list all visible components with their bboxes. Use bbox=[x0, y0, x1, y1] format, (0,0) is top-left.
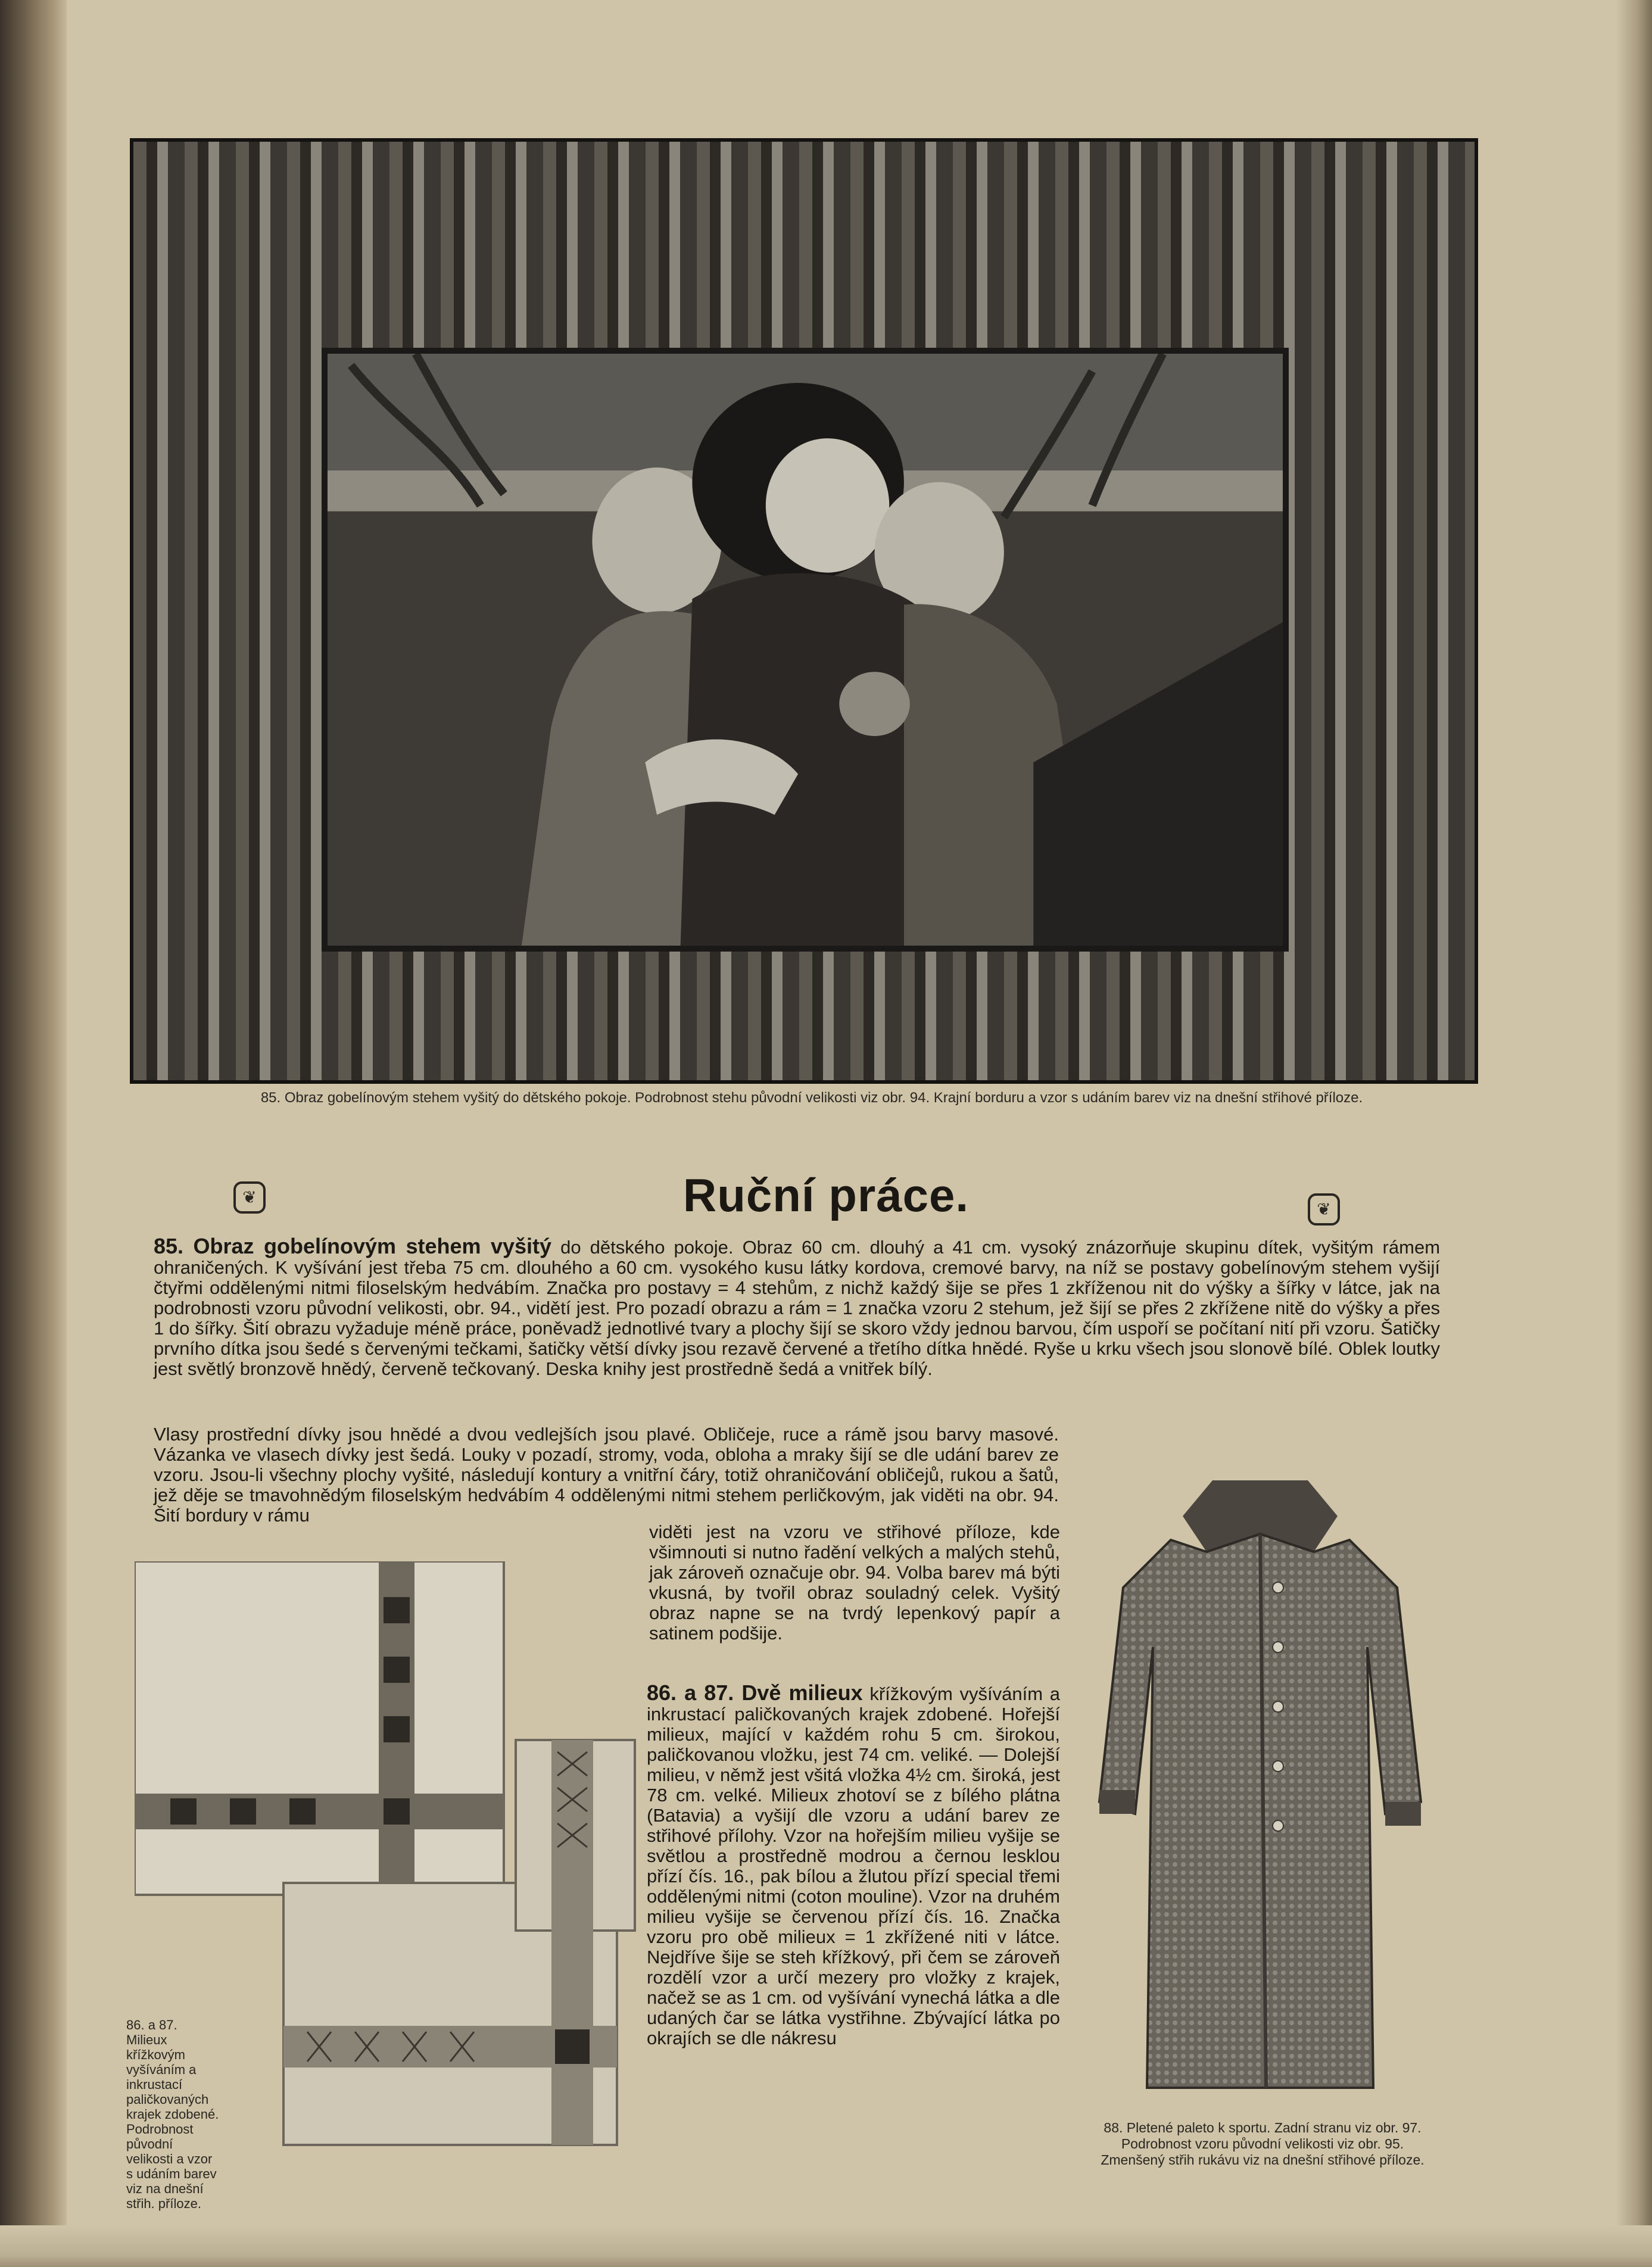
article-85-lead: 85. Obraz gobelínovým stehem vyšitý bbox=[154, 1234, 552, 1258]
article-86-lead: 86. a 87. Dvě milieux bbox=[647, 1680, 863, 1705]
ornament-icon: ❦ bbox=[233, 1181, 266, 1214]
article-85-text: do dětského pokoje. Obraz 60 cm. dlouhý a 41 cm. vysoký znázorňuje skupinu dítek, vyšitým rámem ohraničených. K vyšívání jest třeba 75 cm. dlouhého a 60 cm. vysokého kusu látky kordova, cremové barvy, na níž se postavy gobelínovým stehem vyšijí čtyřmi oddělenými nitmi filoselským hedvábím. Značka pro postavy = 4 stehům, z nichž každý šije se přes 1 zkříženou nit do výšky a šířky v látce, jak na podrobnosti vzoru původní velikosti, obr. 94., vidětí jest. Pro pozadí obrazu a rám = 1 značka vzoru 2 stehum, jež šijí se přes 2 zkřížene nitě do výšky a přes 1 do šířky. Šití obrazu vyžaduje méně práce, poněvadž jednotlivé tvary a plochy šijí se skoro vždy jednou barvou, čím uspoří se počítaní nití při vzoru. Šatičky prvního dítka jsou šedé s červenými tečkami, šatičky větší dívky jsou rezavě červené a třetího dítka hnědé. Ryše u krku všech jsou slonově bílé. Oblek loutky jest světlý bronzově hnědý, červeně tečkovaný. Deska knihy jest prostředně šedá a vnitřek bílý. bbox=[154, 1237, 1441, 1379]
tapestry-scene bbox=[322, 348, 1289, 952]
article-85-paragraph bbox=[154, 1236, 1440, 1379]
ornament-icon: ❦ bbox=[1308, 1193, 1340, 1226]
figure-86-87-caption: 86. a 87. Milieux křížkovým vyšíváním a inkrustací paličkovaných krajek zdobené. Podrobnost původní velikosti a vzor s udáním barev viz na dnešní střih. příloze. bbox=[126, 2017, 219, 2211]
section-title: Ruční práce. bbox=[682, 1169, 970, 1221]
page-right-edge bbox=[1616, 0, 1652, 2267]
article-86-text: křížkovým vyšíváním a inkrustací paličkovaných krajek zdobené. Hořejší milieux, mající v každém rohu 5 cm. širokou, paličkovanou vložku, jest 74 cm. veliké. — Dolejší milieu, v němž jest všitá vložka 4½ cm. široká, jest 78 cm. velké. Milieux zhotoví se z bílého plátna (Batavia) a vyšijí dle vzoru a udání barev ze střihové přílohy. Vzor na hořejším milieu vyšije se světlou a prostředně modrou a černou lesklou přízí čís. 16., pak bílou a žlutou přízí special třemi oddělenými nitmi (coton mouline). Vzor na druhém milieu vyšije se červenou přízí čís. 16. Značka vzoru pro obě milieux = 1 zkřížené niti v látce. Nejdříve šije se steh křížkový, při čem se zároveň rozdělí vzor a určí mezery pro vložky z krajek, načež se as 1 cm. od vyšívání vynechá látka a dle udaných čar se látka vystřihne. Zbývající látka po okrajích se dle nákresu bbox=[647, 1683, 1060, 2048]
coat-image bbox=[1087, 1468, 1433, 2100]
tapestry-scene-drawing bbox=[328, 354, 1283, 946]
figure-85-caption: 85. Obraz gobelínovým stehem vyšitý do dětského pokoje. Podrobnost stehu původní velikosti viz obr. 94. Krajní borduru a vzor s udáním barev viz na dnešní střihové příloze. bbox=[260, 1090, 1363, 1106]
figure-88-caption: 88. Pletené paleto k sportu. Zadní stranu viz obr. 97. Podrobnost vzoru původní velikosti viz obr. 95. Zmenšený střih rukávu viz na dnešní střihové příloze. bbox=[1101, 2120, 1425, 2168]
article-85-ending: viděti jest na vzoru ve střihové příloze, kde všimnouti si nutno řadění velkých a malých stehů, jak zároveň označuje obr. 94. Volba barev má býti vkusná, by tvořil obraz souladný celek. Vyšitý obraz napne se na tvrdý lepenkový papír a satinem podšije. bbox=[649, 1521, 1060, 1644]
tapestry-image bbox=[130, 138, 1478, 1084]
article-86-87 bbox=[647, 1680, 1060, 2048]
article-85-continued: Vlasy prostřední dívky jsou hnědé a dvou vedlejších jsou plavé. Obličeje, ruce a rámě jsou barvy masové. Vázanka ve vlasech dívky jest šedá. Louky v pozadí, stromy, voda, obloha a mraky šijí se dle udání barev ze vzoru. Jsou-li všechny plochy vyšité, následují kontury a vnitřní čáry, totiž ohraničování obličejů, rukou a šatů, jež děje se tmavohnědým filoselským hedvábím 4 oddělenými nitmi stehem perličkovým, jak viděti na obr. 94. Šití bordury v rámu bbox=[154, 1424, 1059, 1526]
page-bottom-edge bbox=[0, 2225, 1652, 2267]
book-spine-shadow bbox=[0, 0, 67, 2267]
coat-drawing bbox=[1087, 1468, 1433, 2100]
